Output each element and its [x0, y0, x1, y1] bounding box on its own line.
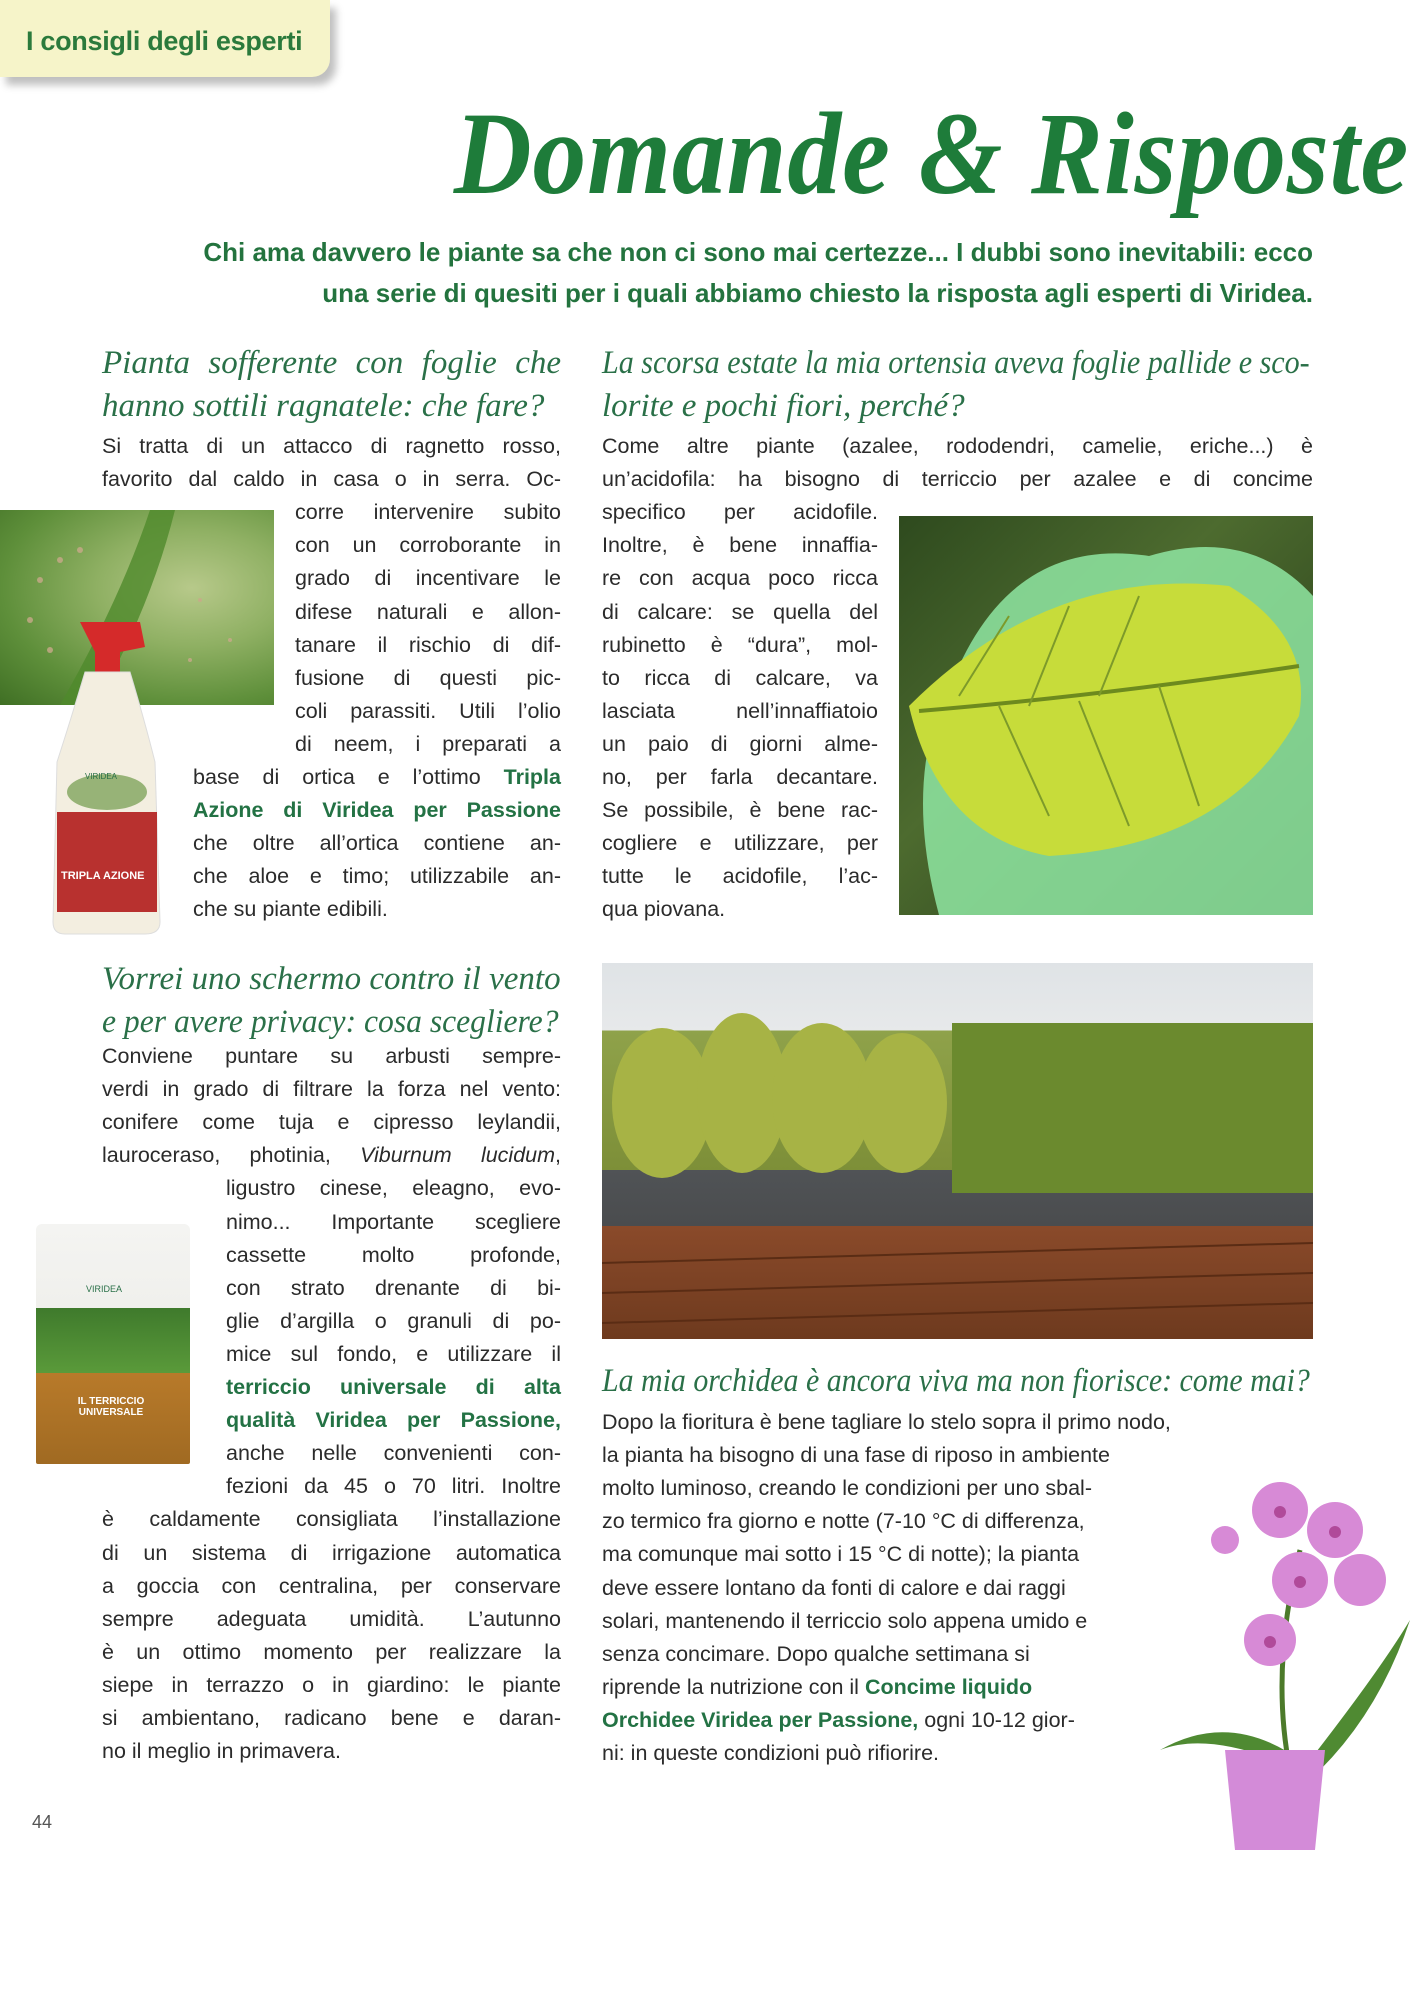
body-line: grado di incentivare le — [295, 566, 561, 591]
question-line: hanno sottili ragnatele: che fare? — [102, 388, 545, 424]
body-line: cogliere e utilizzare, per — [602, 831, 878, 856]
body-line: Inoltre, è bene innaffia- — [602, 533, 878, 558]
body-line: conifere come tuja e cipresso leylandii, — [102, 1110, 561, 1135]
body-line: ma comunque mai sotto i 15 °C di notte); la pianta — [602, 1542, 1080, 1567]
body-text: lauroceraso, photinia, — [102, 1143, 361, 1168]
question-heading — [602, 342, 1313, 428]
body-line: che aloe e timo; utilizzabile an- — [193, 864, 561, 889]
question-line: La mia orchidea è ancora viva ma non fiorisce: come mai? — [602, 1363, 1310, 1399]
page-number: 44 — [32, 1812, 53, 1832]
question-line: e per avere privacy: cosa scegliere? — [102, 1004, 559, 1040]
body-line: difese naturali e allon- — [295, 599, 561, 624]
subtitle-line: Chi ama davvero le piante sa che non ci sono mai certezze... I dubbi sono inevitabili: ecco — [203, 237, 1313, 267]
body-text: base di ortica e l’ottimo — [193, 765, 504, 789]
body-line — [602, 1671, 1302, 1704]
body-line: lasciata nell’innaffiatoio — [602, 698, 878, 723]
body-line: di calcare: se quella del — [602, 599, 878, 624]
terriccio-bag — [36, 1224, 190, 1464]
body-text: , — [555, 1143, 562, 1168]
body-line: verdi in grado di filtrare la forza nel vento: — [102, 1077, 561, 1102]
product-name-highlight: Tripla — [503, 765, 561, 789]
body-line: no, per farla decantare. — [602, 765, 878, 789]
bottle-label: TRIPLA AZIONE — [61, 870, 145, 882]
body-line: che su piante edibili. — [193, 897, 388, 922]
body-line: to ricca di calcare, va — [602, 665, 878, 690]
body-line: coli parassiti. Utili l’olio — [295, 698, 561, 723]
question-line: lorite e pochi fiori, perché? — [602, 388, 965, 424]
body-line: cassette molto profonde, — [226, 1242, 561, 1267]
product-name-highlight: terriccio universale di alta — [226, 1375, 561, 1399]
product-name-highlight: Concime liquido — [864, 1674, 1033, 1699]
body-line: Si tratta di un attacco di ragnetto rosso, — [102, 434, 561, 458]
body-text: riprende la nutrizione con il — [602, 1674, 865, 1699]
body-line: glie d’argilla o granuli di po- — [226, 1308, 561, 1333]
body-line: la pianta ha bisogno di una fase di riposo in ambiente — [602, 1443, 1110, 1468]
question-line: La scorsa estate la mia ortensia aveva foglie pallide e sco- — [602, 345, 1310, 381]
intro-subtitle — [113, 232, 1313, 314]
body-line: corre intervenire subito — [295, 500, 561, 525]
page-title: Domande & Risposte — [453, 88, 1410, 219]
body-line: no il meglio in primavera. — [102, 1739, 341, 1764]
body-line: con un corroborante in — [295, 533, 561, 558]
body-line: tutte le acidofile, l’ac- — [602, 864, 878, 889]
body-line: è un ottimo momento per realizzare la — [102, 1639, 561, 1664]
product-name-highlight: Orchidee Viridea per Passione, — [602, 1707, 919, 1732]
question-heading — [602, 1360, 1313, 1403]
body-line — [193, 761, 561, 794]
body-line: Dopo la fioritura è bene tagliare lo stelo sopra il primo nodo, — [602, 1410, 1171, 1434]
botanical-name: Viburnum lucidum — [360, 1143, 556, 1168]
question-line: Vorrei uno schermo contro il vento — [102, 961, 561, 997]
body-line: Come altre piante (azalee, rododendri, camelie, eriche...) è — [602, 434, 1313, 458]
body-line: qua piovana. — [602, 897, 726, 922]
body-line: molto luminoso, creando le condizioni per uno sbal- — [602, 1476, 1092, 1501]
product-name-highlight: Azione di Viridea per Passione — [193, 798, 561, 823]
body-line: senza concimare. Dopo qualche settimana si — [602, 1641, 1030, 1666]
terrace-hedge-photo — [602, 963, 1313, 1339]
body-line: re con acqua poco ricca — [602, 566, 878, 591]
body-line: siepe in terrazzo o in giardino: le piante — [102, 1672, 561, 1697]
body-line: solari, mantenendo il terriccio solo appena umido e — [602, 1608, 1088, 1633]
body-line: specifico per acidofile. — [602, 500, 878, 525]
body-line: rubinetto è “dura”, mol- — [602, 632, 878, 657]
body-line: di un sistema di irrigazione automatica — [102, 1540, 561, 1565]
tripla-azione-bottle — [45, 612, 170, 937]
body-line: fezioni da 45 o 70 litri. Inoltre — [226, 1474, 561, 1499]
question-heading — [102, 342, 561, 428]
body-line: sempre adeguata umidità. L’autunno — [102, 1606, 561, 1631]
body-line: Conviene puntare su arbusti sempre- — [102, 1044, 561, 1068]
bag-brand: VIRIDEA — [86, 1284, 123, 1294]
body-line: un paio di giorni alme- — [602, 731, 878, 756]
body-line: nimo... Importante scegliere — [226, 1209, 561, 1234]
bottle-brand: VIRIDEA — [85, 772, 118, 781]
body-line — [226, 1404, 561, 1437]
question-line: Pianta sofferente con foglie che — [102, 345, 561, 381]
body-line: fusione di questi pic- — [295, 665, 561, 690]
body-line: a goccia con centralina, per conservare — [102, 1573, 561, 1598]
body-line: con strato drenante di bi- — [226, 1275, 561, 1300]
product-name-highlight: qualità Viridea per Passione, — [226, 1408, 561, 1433]
body-line: si ambientano, radicano bene e daran- — [102, 1706, 561, 1730]
body-line: Se possibile, è bene rac- — [602, 798, 878, 823]
section-tab-label: I consigli degli esperti — [26, 26, 303, 56]
body-line: zo termico fra giorno e notte (7-10 °C di differenza, — [602, 1509, 1085, 1534]
body-line: favorito dal caldo in casa o in serra. Oc- — [102, 467, 561, 492]
subtitle-line: una serie di quesiti per i quali abbiamo chiesto la risposta agli esperti di Viridea. — [322, 278, 1313, 308]
body-line — [102, 1139, 561, 1172]
body-line: è caldamente consigliata l’installazione — [102, 1507, 561, 1532]
body-line: che oltre all’ortica contiene an- — [193, 831, 561, 856]
body-line — [226, 1371, 561, 1404]
body-line — [602, 1704, 1302, 1737]
body-line — [193, 794, 561, 827]
body-line: mice sul fondo, e utilizzare il — [226, 1341, 561, 1366]
section-tab — [0, 0, 330, 77]
body-text: ogni 10-12 gior- — [918, 1707, 1075, 1732]
body-line: di neem, i preparati a — [295, 731, 561, 756]
body-line: ni: in queste condizioni può rifiorire. — [602, 1741, 940, 1765]
body-line: anche nelle convenienti con- — [226, 1441, 561, 1466]
yellow-leaf-photo — [899, 516, 1313, 915]
body-line: deve essere lontano da fonti di calore e dai raggi — [602, 1575, 1066, 1600]
body-line: tanare il rischio di dif- — [295, 632, 561, 657]
body-line: ligustro cinese, eleagno, evo- — [226, 1176, 561, 1201]
body-line: un’acidofila: ha bisogno di terriccio per azalee e di concime — [602, 467, 1313, 492]
bag-label: IL TERRICCIO UNIVERSALE — [77, 1396, 145, 1418]
question-heading — [102, 958, 561, 1044]
